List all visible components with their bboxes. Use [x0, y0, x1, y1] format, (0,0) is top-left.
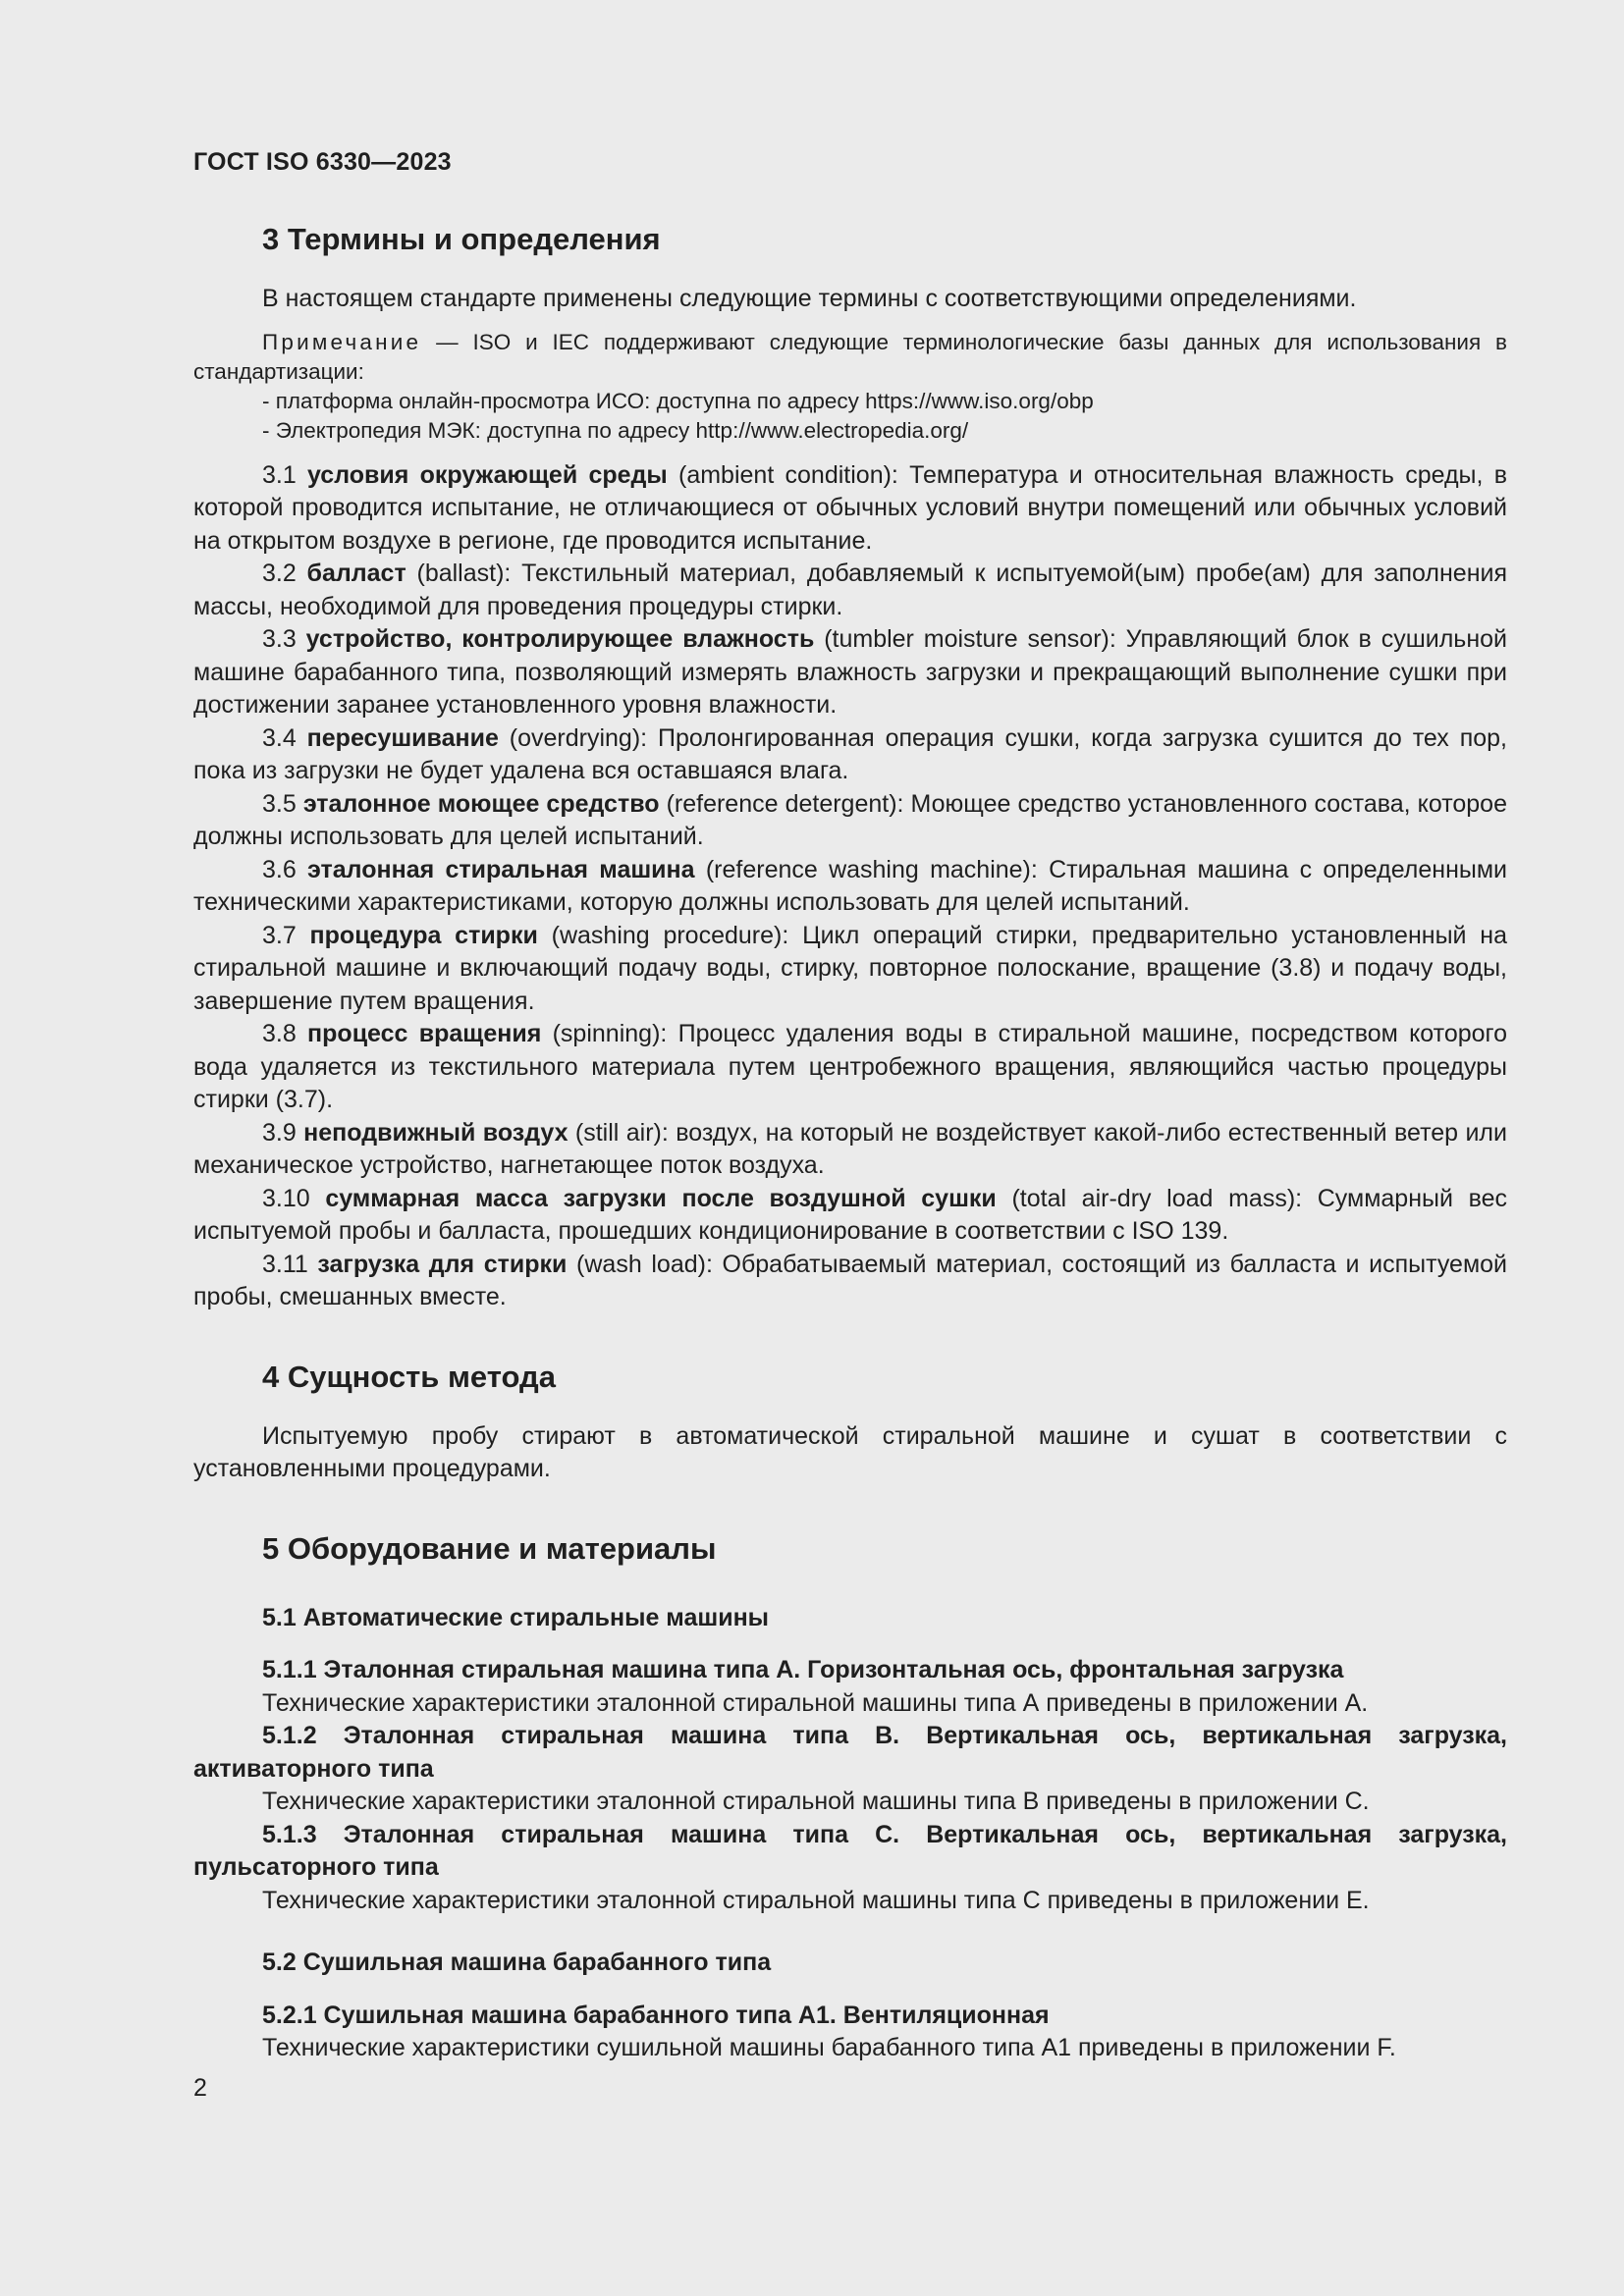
subsection-5-1-title: 5.1 Автоматические стиральные машины [262, 1603, 770, 1631]
term-name: условия окружающей среды [307, 460, 668, 489]
subsection-5-1-2-title: 5.1.2 Эталонная стиральная машина типа В. Вертикальная ось, вертикальная загрузка, активаторного типа [193, 1722, 1507, 1783]
page-number: 2 [193, 2074, 207, 2102]
note-dash: — [421, 329, 473, 354]
term-name: эталонная стиральная машина [307, 855, 695, 883]
note-item: - платформа онлайн-просмотра ИСО: доступна по адресу https://www.iso.org/obp [262, 388, 1094, 413]
subsection-5-1-1-text: Технические характеристики эталонной стиральной машины типа А приведены в приложении А. [262, 1688, 1369, 1717]
subsection-5-1-1-title: 5.1.1 Эталонная стиральная машина типа А. Горизонтальная ось, фронтальная загрузка [262, 1656, 1344, 1683]
note-label: Примечание [262, 329, 422, 354]
note [193, 328, 1507, 387]
section-3-title: 3 Термины и определения [262, 222, 661, 256]
term-name: балласт [306, 560, 406, 587]
subsection-5-1-2-text: Технические характеристики эталонной стиральной машины типа В приведены в приложении С. [262, 1788, 1370, 1815]
term-name: пересушивание [306, 723, 499, 752]
term-name: устройство, контролирующее влажность [305, 625, 815, 653]
term-entry: 3.8 процесс вращения (spinning): Процесс удаления воды в стиральной машине, посредством которого вода удаляется из текстильного материала путем центробежного вращения, являющийся частью процедуры стирки (3.7). [193, 1020, 1507, 1113]
section-4-title: 4 Сущность метода [262, 1359, 556, 1394]
page-content [193, 222, 1507, 2065]
term-entry: 3.2 балласт (ballast): Текстильный материал, добавляемый к испытуемой(ым) пробе(ам) для заполнения массы, необходимой для проведения процедуры стирки. [193, 560, 1508, 620]
subsection-5-2-title: 5.2 Сушильная машина барабанного типа [262, 1949, 772, 1976]
subsection-5-2-1-text: Технические характеристики сушильной машины барабанного типа А1 приведены в приложении F. [262, 2034, 1396, 2061]
term-entry: 3.7 процедура стирки (washing procedure): Цикл операций стирки, предварительно установленный на стиральной машине и включающий подачу воды, стирку, повторное полоскание, вращение (3.8) и подачу воды, завершение путем вращения. [193, 921, 1508, 1015]
note-text: ISO и IEC поддерживают следующие терминологические базы данных для использования в стандартизации: [193, 329, 1507, 384]
document-header: ГОСТ ISO 6330—2023 [193, 148, 452, 176]
term-name: неподвижный воздух [303, 1118, 568, 1147]
term-entry: 3.3 устройство, контролирующее влажность (tumbler moisture sensor): Управляющий блок в сушильной машине барабанного типа, позволяющий измерять влажность загрузки и прекращающий выполнение сушки при достижении заранее установленного уровня влажности. [193, 625, 1507, 719]
section-3-intro: В настоящем стандарте применены следующие термины с соответствующими определениями. [262, 285, 1357, 312]
subsection-5-2-1-title: 5.2.1 Сушильная машина барабанного типа А1. Вентиляционная [262, 2001, 1050, 2029]
term-name: процедура стирки [309, 921, 538, 949]
subsection-5-1-3-title: 5.1.3 Эталонная стиральная машина типа С. Вертикальная ось, вертикальная загрузка, пульсаторного типа [193, 1820, 1507, 1881]
term-name: суммарная масса загрузки после воздушной сушки [325, 1184, 997, 1212]
term-entry: 3.9 неподвижный воздух (still air): воздух, на который не воздействует какой-либо естественный ветер или механическое устройство, нагнетающее поток воздуха. [193, 1118, 1507, 1179]
term-name: эталонное моющее средство [302, 789, 660, 818]
term-entry: 3.11 загрузка для стирки (wash load): Обрабатываемый материал, состоящий из балласта и испытуемой пробы, смешанных вместе. [193, 1250, 1508, 1310]
term-entry: 3.6 эталонная стиральная машина (reference washing machine): Стиральная машина с определенными техническими характеристиками, которую должны использовать для целей испытаний. [193, 855, 1507, 916]
term-name: процесс вращения [307, 1020, 542, 1047]
section-5-title: 5 Оборудование и материалы [262, 1530, 717, 1566]
term-name: загрузка для стирки [317, 1250, 568, 1278]
section-4-text: Испытуемую пробу стирают в автоматической стиральной машине и сушат в соответствии с установленными процедурами. [193, 1421, 1507, 1482]
term-entry: 3.1 условия окружающей среды (ambient condition): Температура и относительная влажность среды, в которой проводится испытание, не отличающиеся от обычных условий внутри помещений или обычных условий на открытом воздухе в регионе, где проводится испытание. [193, 460, 1508, 555]
term-entry: 3.10 суммарная масса загрузки после воздушной сушки (total air-dry load mass): Суммарный вес испытуемой пробы и балласта, прошедших кондиционирование в соответствии с ISO 139. [193, 1184, 1507, 1245]
note-item: - Электропедия МЭК: доступна по адресу http://www.electropedia.org/ [262, 417, 969, 443]
term-entry: 3.5 эталонное моющее средство (reference detergent): Моющее средство установленного состава, которое должны использовать для целей испытаний. [193, 789, 1507, 850]
term-entry: 3.4 пересушивание (overdrying): Пролонгированная операция сушки, когда загрузка сушится до тех пор, пока из загрузки не будет удалена вся оставшаяся влага. [193, 723, 1507, 784]
subsection-5-1-3-text: Технические характеристики эталонной стиральной машины типа С приведены в приложении Е. [262, 1886, 1370, 1914]
